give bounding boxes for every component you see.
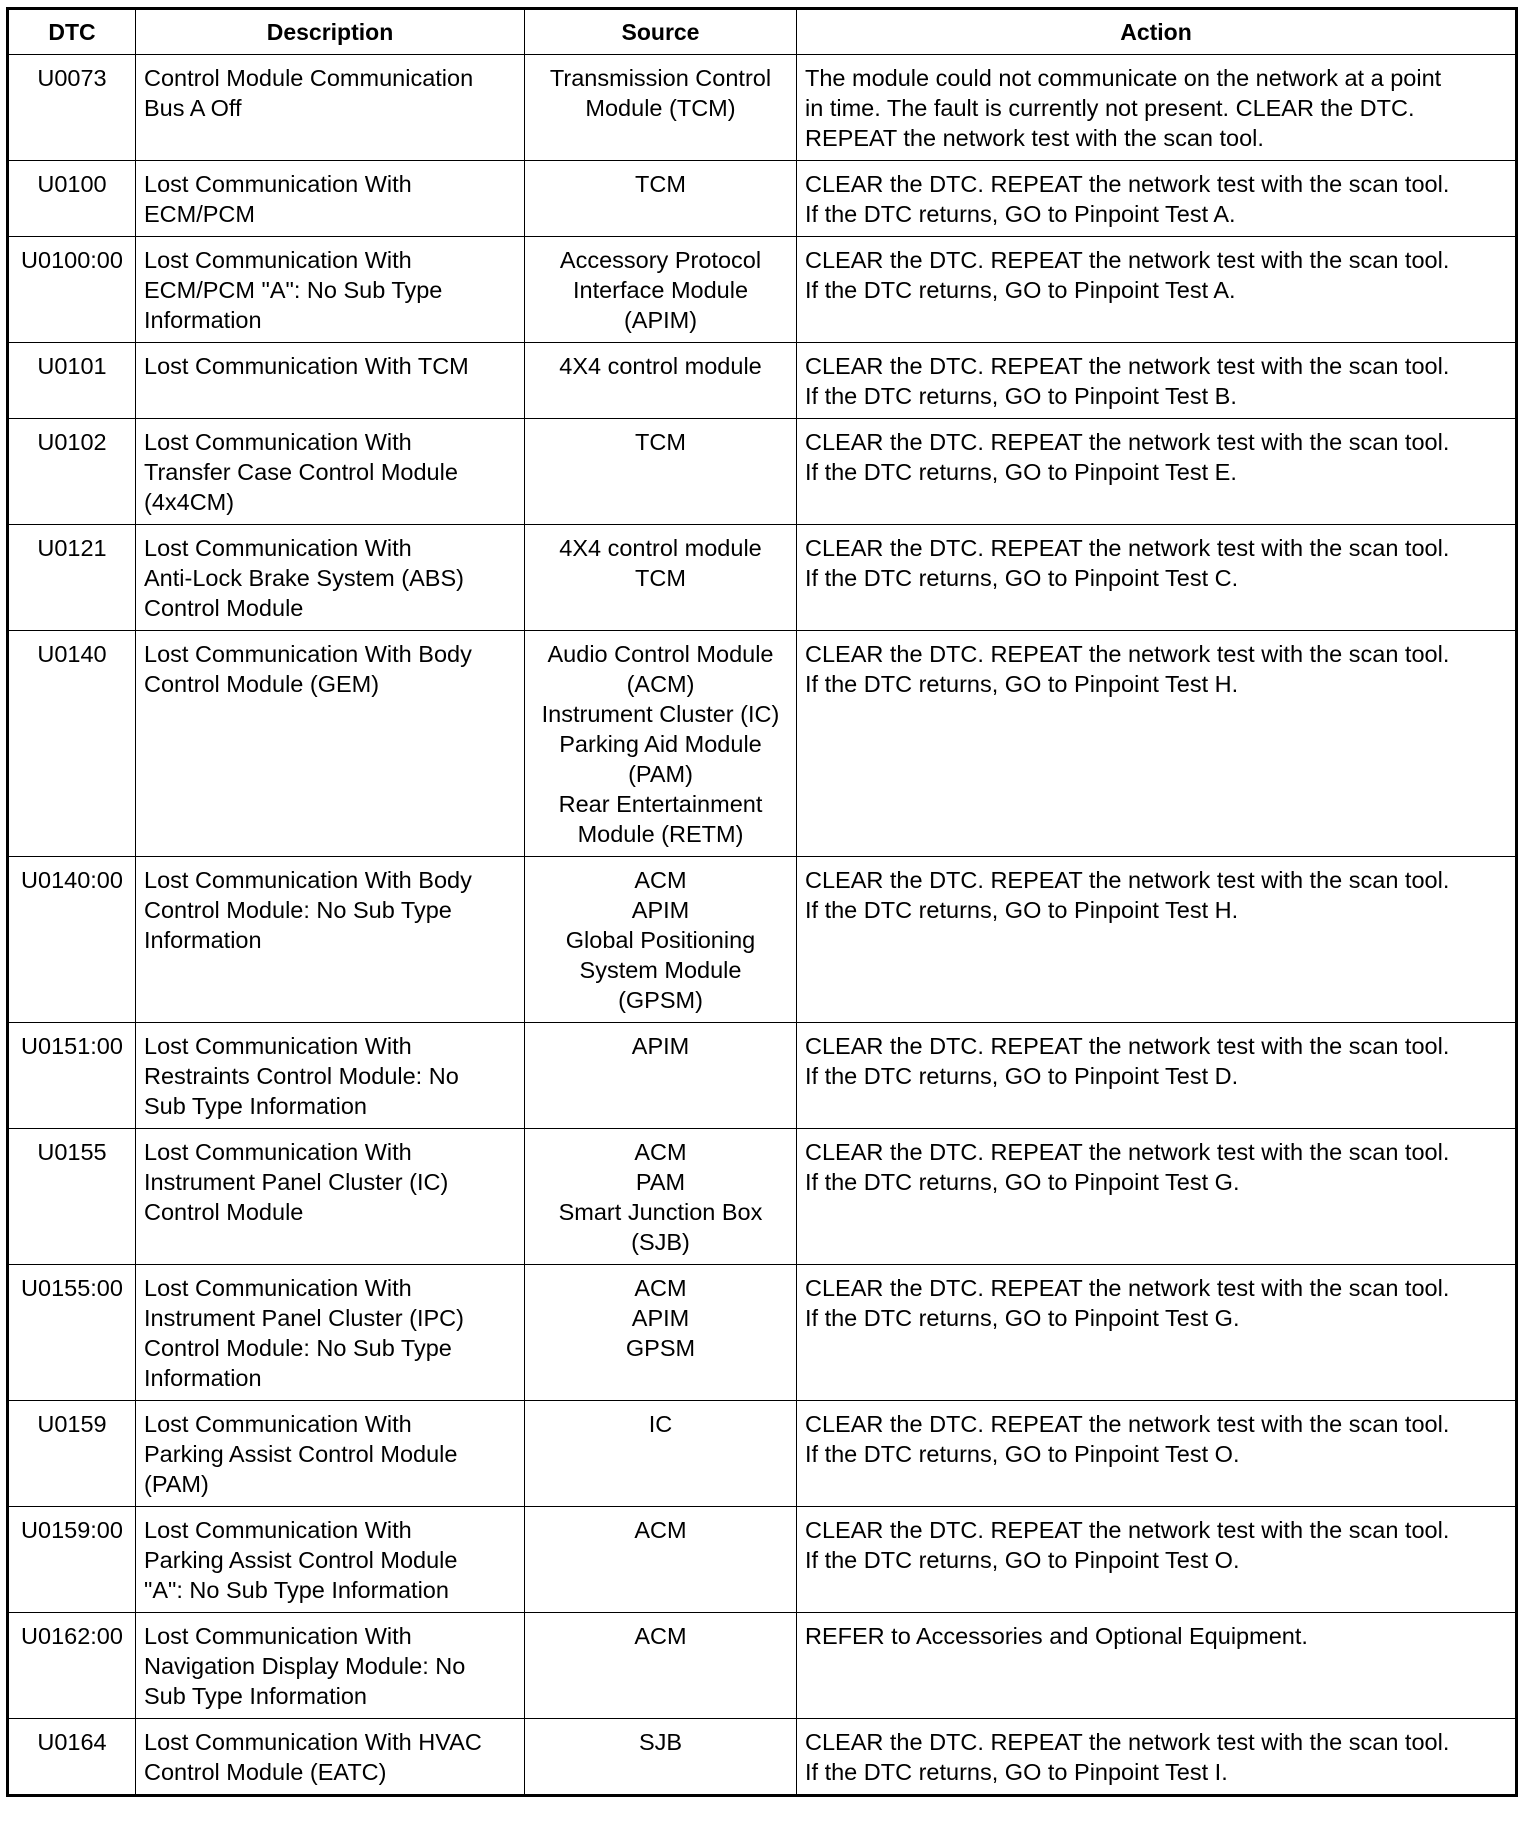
description-line: Lost Communication With Body (144, 867, 472, 893)
description-line: Lost Communication With (144, 1411, 412, 1437)
action-cell (797, 237, 1517, 343)
description-cell (136, 55, 525, 161)
table-row (8, 631, 1517, 857)
table-row (8, 1719, 1517, 1796)
action-line: If the DTC returns, GO to Pinpoint Test O. (805, 1441, 1240, 1467)
source-cell (525, 343, 797, 419)
description-line: Instrument Panel Cluster (IPC) (144, 1305, 464, 1331)
action-line: CLEAR the DTC. REPEAT the network test with the scan tool. (805, 247, 1450, 273)
action-line: CLEAR the DTC. REPEAT the network test with the scan tool. (805, 429, 1450, 455)
source-line: (SJB) (631, 1229, 690, 1255)
description-cell (136, 1507, 525, 1613)
description-line: Parking Assist Control Module (144, 1547, 458, 1573)
action-cell (797, 419, 1517, 525)
description-line: ECM/PCM (144, 201, 255, 227)
description-cell (136, 1719, 525, 1796)
source-line: IC (648, 1411, 673, 1437)
action-cell (797, 161, 1517, 237)
action-line: CLEAR the DTC. REPEAT the network test with the scan tool. (805, 1033, 1450, 1059)
description-line: Lost Communication With (144, 1517, 412, 1543)
source-line: PAM (635, 1169, 686, 1195)
source-cell (525, 1401, 797, 1507)
source-line: Interface Module (572, 277, 749, 303)
source-line: TCM (635, 565, 686, 591)
description-line: Instrument Panel Cluster (IC) (144, 1169, 449, 1195)
description-line: Control Module (144, 1199, 304, 1225)
table-row (8, 1401, 1517, 1507)
dtc-code-cell: U0100 (8, 161, 136, 237)
source-line: System Module (579, 957, 742, 983)
dtc-code-cell: U0151:00 (8, 1023, 136, 1129)
source-line: (APIM) (623, 307, 698, 333)
source-cell (525, 1613, 797, 1719)
description-cell (136, 1265, 525, 1401)
dtc-code-cell: U0101 (8, 343, 136, 419)
table-row (8, 1129, 1517, 1265)
description-line: Sub Type Information (144, 1093, 367, 1119)
description-cell (136, 237, 525, 343)
table-row (8, 1265, 1517, 1401)
action-line: If the DTC returns, GO to Pinpoint Test B. (805, 383, 1237, 409)
table-body (8, 55, 1517, 1796)
source-line: Module (RETM) (577, 821, 744, 847)
action-line: CLEAR the DTC. REPEAT the network test with the scan tool. (805, 867, 1450, 893)
description-line: Lost Communication With (144, 171, 412, 197)
source-line: Rear Entertainment (558, 791, 763, 817)
description-line: Control Module Communication (144, 65, 474, 91)
source-line: ACM (634, 867, 687, 893)
description-line: Control Module (EATC) (144, 1759, 387, 1785)
source-line: TCM (635, 171, 686, 197)
source-cell (525, 1719, 797, 1796)
action-line: CLEAR the DTC. REPEAT the network test with the scan tool. (805, 353, 1450, 379)
action-line: If the DTC returns, GO to Pinpoint Test H. (805, 897, 1239, 923)
action-line: If the DTC returns, GO to Pinpoint Test E. (805, 459, 1237, 485)
description-line: Anti-Lock Brake System (ABS) (144, 565, 464, 591)
description-cell (136, 525, 525, 631)
action-line: If the DTC returns, GO to Pinpoint Test D. (805, 1063, 1239, 1089)
action-line: If the DTC returns, GO to Pinpoint Test O. (805, 1547, 1240, 1573)
source-line: APIM (631, 1033, 690, 1059)
dtc-code-cell: U0164 (8, 1719, 136, 1796)
source-cell (525, 161, 797, 237)
dtc-code-cell: U0159:00 (8, 1507, 136, 1613)
source-line: Instrument Cluster (IC) (541, 701, 780, 727)
action-cell (797, 1401, 1517, 1507)
source-line: SJB (638, 1729, 683, 1755)
description-cell (136, 857, 525, 1023)
table-row (8, 1023, 1517, 1129)
dtc-code-cell: U0159 (8, 1401, 136, 1507)
action-cell (797, 525, 1517, 631)
description-line: Lost Communication With (144, 535, 412, 561)
description-cell (136, 343, 525, 419)
header-dtc: DTC (8, 9, 136, 55)
action-line: The module could not communicate on the network at a point (805, 65, 1442, 91)
source-cell (525, 525, 797, 631)
header-source: Source (525, 9, 797, 55)
dtc-code-cell: U0155 (8, 1129, 136, 1265)
source-line: Smart Junction Box (558, 1199, 763, 1225)
source-cell (525, 1507, 797, 1613)
source-line: Accessory Protocol (559, 247, 762, 273)
source-line: ACM (634, 1275, 687, 1301)
description-cell (136, 419, 525, 525)
source-line: APIM (631, 1305, 690, 1331)
source-line: 4X4 control module (559, 535, 762, 561)
action-line: If the DTC returns, GO to Pinpoint Test G. (805, 1305, 1240, 1331)
dtc-code-cell: U0162:00 (8, 1613, 136, 1719)
table-row (8, 857, 1517, 1023)
description-line: Sub Type Information (144, 1683, 367, 1709)
source-line: 4X4 control module (559, 353, 762, 379)
action-line: If the DTC returns, GO to Pinpoint Test A. (805, 277, 1236, 303)
source-line: Parking Aid Module (559, 731, 762, 757)
source-line: (ACM) (626, 671, 695, 697)
source-line: (PAM) (628, 761, 693, 787)
action-cell (797, 55, 1517, 161)
source-line: GPSM (625, 1335, 696, 1361)
action-line: CLEAR the DTC. REPEAT the network test with the scan tool. (805, 641, 1450, 667)
table-header-row (8, 9, 1517, 55)
action-line: in time. The fault is currently not present. CLEAR the DTC. (805, 95, 1415, 121)
action-cell (797, 1613, 1517, 1719)
description-line: Control Module: No Sub Type (144, 1335, 452, 1361)
description-cell (136, 161, 525, 237)
description-cell (136, 1023, 525, 1129)
table-row (8, 237, 1517, 343)
action-line: If the DTC returns, GO to Pinpoint Test A. (805, 201, 1236, 227)
description-line: Parking Assist Control Module (144, 1441, 458, 1467)
dtc-code-cell: U0140:00 (8, 857, 136, 1023)
description-line: (4x4CM) (144, 489, 235, 515)
source-line: ACM (634, 1623, 687, 1649)
source-cell (525, 631, 797, 857)
action-line: CLEAR the DTC. REPEAT the network test with the scan tool. (805, 1275, 1450, 1301)
dtc-table-container (6, 7, 1518, 1797)
dtc-code-cell: U0140 (8, 631, 136, 857)
description-line: Control Module: No Sub Type (144, 897, 452, 923)
table-row (8, 161, 1517, 237)
description-line: Transfer Case Control Module (144, 459, 458, 485)
source-line: Global Positioning (565, 927, 756, 953)
description-line: Bus A Off (144, 95, 242, 121)
description-line: Navigation Display Module: No (144, 1653, 466, 1679)
description-line: Restraints Control Module: No (144, 1063, 459, 1089)
table-row (8, 525, 1517, 631)
source-line: Module (TCM) (585, 95, 736, 121)
header-action: Action (797, 9, 1517, 55)
action-line: If the DTC returns, GO to Pinpoint Test H. (805, 671, 1239, 697)
source-line: Transmission Control (549, 65, 772, 91)
description-cell (136, 1613, 525, 1719)
table-row (8, 419, 1517, 525)
dtc-table (6, 7, 1518, 1797)
action-cell (797, 1265, 1517, 1401)
source-line: ACM (634, 1139, 687, 1165)
action-cell (797, 1719, 1517, 1796)
description-cell (136, 631, 525, 857)
source-cell (525, 1023, 797, 1129)
table-row (8, 1613, 1517, 1719)
dtc-code-cell: U0102 (8, 419, 136, 525)
description-line: Information (144, 927, 262, 953)
action-line: REPEAT the network test with the scan tool. (805, 125, 1264, 151)
source-cell (525, 857, 797, 1023)
action-line: CLEAR the DTC. REPEAT the network test with the scan tool. (805, 1411, 1450, 1437)
action-cell (797, 857, 1517, 1023)
dtc-code-cell: U0100:00 (8, 237, 136, 343)
description-line: Lost Communication With (144, 429, 412, 455)
description-cell (136, 1401, 525, 1507)
action-cell (797, 1023, 1517, 1129)
dtc-code-cell: U0121 (8, 525, 136, 631)
description-line: Lost Communication With (144, 1033, 412, 1059)
action-cell (797, 343, 1517, 419)
action-line: CLEAR the DTC. REPEAT the network test with the scan tool. (805, 535, 1450, 561)
description-line: Information (144, 1365, 262, 1391)
action-line: REFER to Accessories and Optional Equipment. (805, 1623, 1308, 1649)
description-line: Lost Communication With TCM (144, 353, 469, 379)
description-line: Lost Communication With (144, 1623, 412, 1649)
action-line: CLEAR the DTC. REPEAT the network test with the scan tool. (805, 171, 1450, 197)
action-line: CLEAR the DTC. REPEAT the network test with the scan tool. (805, 1517, 1450, 1543)
description-line: "A": No Sub Type Information (144, 1577, 449, 1603)
source-line: TCM (635, 429, 686, 455)
description-line: (PAM) (144, 1471, 209, 1497)
source-cell (525, 1129, 797, 1265)
source-line: Audio Control Module (547, 641, 774, 667)
action-line: CLEAR the DTC. REPEAT the network test with the scan tool. (805, 1729, 1450, 1755)
action-line: CLEAR the DTC. REPEAT the network test with the scan tool. (805, 1139, 1450, 1165)
source-cell (525, 419, 797, 525)
description-line: Control Module (144, 595, 304, 621)
source-cell (525, 55, 797, 161)
source-line: ACM (634, 1517, 687, 1543)
description-line: Lost Communication With HVAC (144, 1729, 482, 1755)
description-line: Lost Communication With (144, 1139, 412, 1165)
description-line: Control Module (GEM) (144, 671, 380, 697)
description-line: ECM/PCM "A": No Sub Type (144, 277, 443, 303)
action-line: If the DTC returns, GO to Pinpoint Test C. (805, 565, 1239, 591)
description-line: Information (144, 307, 262, 333)
description-line: Lost Communication With (144, 247, 412, 273)
table-row (8, 1507, 1517, 1613)
description-line: Lost Communication With (144, 1275, 412, 1301)
dtc-code-cell: U0155:00 (8, 1265, 136, 1401)
header-description: Description (136, 9, 525, 55)
dtc-code-cell: U0073 (8, 55, 136, 161)
source-cell (525, 1265, 797, 1401)
description-line: Lost Communication With Body (144, 641, 472, 667)
table-row (8, 343, 1517, 419)
action-cell (797, 1129, 1517, 1265)
action-line: If the DTC returns, GO to Pinpoint Test G. (805, 1169, 1240, 1195)
table-row (8, 55, 1517, 161)
action-cell (797, 1507, 1517, 1613)
action-line: If the DTC returns, GO to Pinpoint Test I. (805, 1759, 1228, 1785)
action-cell (797, 631, 1517, 857)
source-line: (GPSM) (618, 987, 703, 1013)
source-cell (525, 237, 797, 343)
description-cell (136, 1129, 525, 1265)
source-line: APIM (631, 897, 690, 923)
